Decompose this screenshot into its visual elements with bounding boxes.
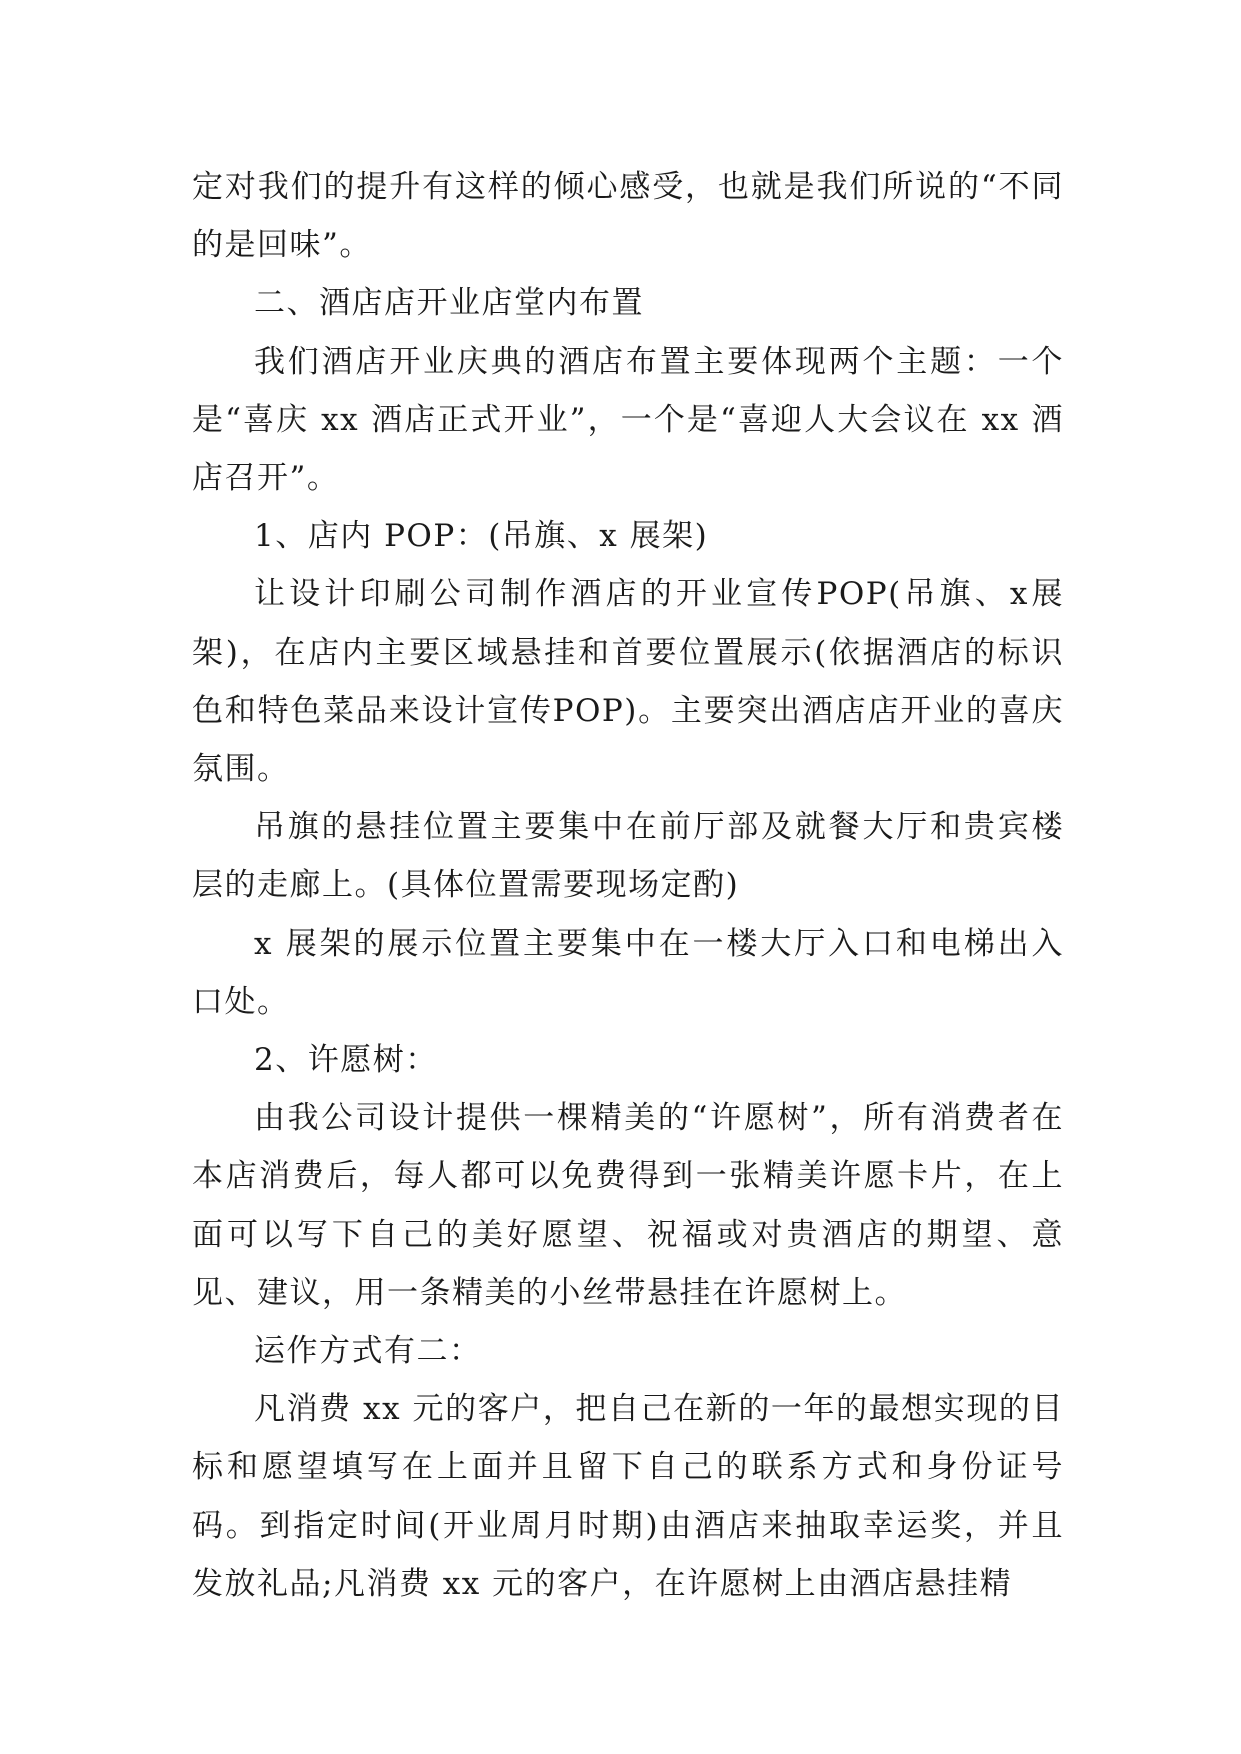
section-heading-store-decoration: 二、酒店店开业店堂内布置 xyxy=(254,285,644,322)
paragraph-wishing-tree-description: 由我公司设计提供一棵精美的“许愿树”，所有消费者在本店消费后，每人都可以免费得到一张精美许愿卡片，在上面可以写下自己的美好愿望、祝福或对贵酒店的期望、意见、建议，用一条精美的小丝带悬挂在许愿树上。 xyxy=(192,1100,1064,1311)
paragraph-continuation: 定对我们的提升有这样的倾心感受，也就是我们所说的“不同的是回味”。 xyxy=(192,169,1064,264)
paragraph-operation-details: 凡消费 xx 元的客户，把自己在新的一年的最想实现的目标和愿望填写在上面并且留下自己的联系方式和身份证号码。到指定时间(开业周月时期)由酒店来抽取幸运奖，并且发放礼品;凡消费 xx 元的客户，在许愿树上由酒店悬挂精 xyxy=(192,1391,1064,1602)
paragraph-operation-methods: 运作方式有二： xyxy=(254,1333,482,1370)
paragraph-display-stand-placement: x 展架的展示位置主要集中在一楼大厅入口和电梯出入口处。 xyxy=(192,925,1064,1020)
paragraph-pop-production: 让设计印刷公司制作酒店的开业宣传POP(吊旗、x展架)，在店内主要区域悬挂和首要位置展示(依据酒店的标识色和特色菜品来设计宣传POP)。主要突出酒店店开业的喜庆氛围。 xyxy=(192,576,1064,788)
paragraph-banner-placement: 吊旗的悬挂位置主要集中在前厅部及就餐大厅和贵宾楼层的走廊上。(具体位置需要现场定酌) xyxy=(192,809,1064,904)
paragraph-themes: 我们酒店开业庆典的酒店布置主要体现两个主题：一个是“喜庆 xx 酒店正式开业”，一个是“喜迎人大会议在 xx 酒店召开”。 xyxy=(192,343,1064,497)
subheading-store-pop: 1、店内 POP：(吊旗、x 展架) xyxy=(254,518,709,555)
document-body xyxy=(192,158,1064,1613)
subheading-wishing-tree: 2、许愿树： xyxy=(254,1042,438,1079)
